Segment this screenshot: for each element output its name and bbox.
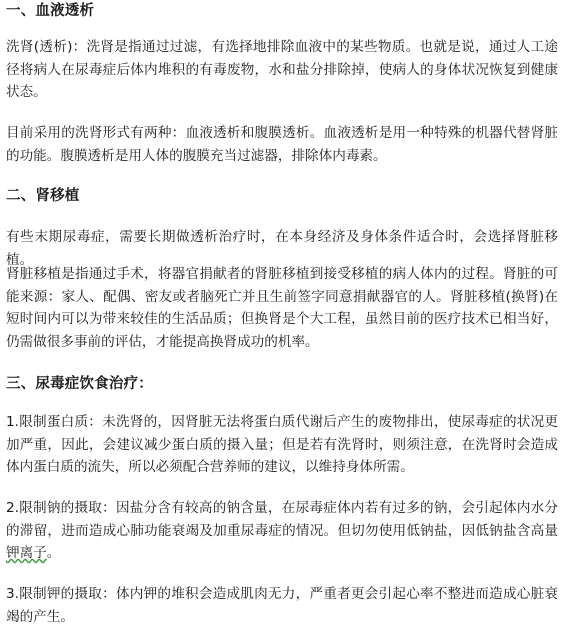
section-heading-hemodialysis: 一、血液透析 (6, 3, 95, 19)
paragraph-limit-protein: 1.限制蛋白质：未洗肾的，因肾脏无法将蛋白质代谢后产生的废物排出，使尿毒症的状况更加严重，因此，会建议减少蛋白质的摄入量；但是若有洗肾时，则须注意，在洗肾时会造成体内蛋白质的流失，所以必须配合营养师的建议，以维持身体所需。 (6, 414, 558, 476)
paragraph-transplant-intro: 有些末期尿毒症，需要长期做透析治疗时，在本身经济及身体条件适合时，会选择肾脏移植。 (6, 229, 558, 268)
paragraph-transplant-detail: 肾脏移植是指通过手术，将器官捐献者的肾脏移植到接受移植的病人体内的过程。肾脏的可能来源：家人、配偶、密友或者脑死亡并且生前签字同意捐献器官的人。肾脏移植(换肾)在短时间内可以为带来较佳的生活品质；但换肾是个大工程，虽然目前的医疗技术已相当好，仍需做很多事前的评估，才能提高换肾成功的机率。 (6, 266, 558, 350)
section-heading-diet-treatment: 三、尿毒症饮食治疗： (6, 376, 153, 392)
section-heading-kidney-transplant: 二、肾移植 (6, 188, 80, 204)
paragraph-limit-sodium-end: 。 (46, 545, 61, 562)
paragraph-dialysis-types: 目前采用的洗肾形式有两种：血液透析和腹膜透析。血液透析是用一种特殊的机器代替肾脏的功能。腹膜透析是用人体的腹膜充当过滤器，排除体内毒素。 (6, 125, 558, 164)
paragraph-limit-sodium-text: 2.限制钠的摄取：因盐分含有较高的钠含量，在尿毒症体内若有过多的钠，会引起体内水分的滞留，进而造成心肺功能衰竭及加重尿毒症的情况。但切勿使用低钠盐，因低钠盐含高量 (6, 500, 558, 539)
paragraph-dialysis-definition: 洗肾(透析)：洗肾是指通过过滤，有选择地排除血液中的某些物质。也就是说，通过人工途径将病人在尿毒症后体内堆积的有毒废物，水和盐分排除掉，使病人的身体状况恢复到健康状态。 (6, 39, 558, 101)
paragraph-limit-sodium (6, 497, 558, 565)
potassium-ion-term: 钾离子 (6, 545, 47, 562)
paragraph-limit-potassium: 3.限制钾的摄取：体内钾的堆积会造成肌肉无力，严重者更会引起心率不整进而造成心脏衰竭的产生。 (6, 586, 558, 625)
